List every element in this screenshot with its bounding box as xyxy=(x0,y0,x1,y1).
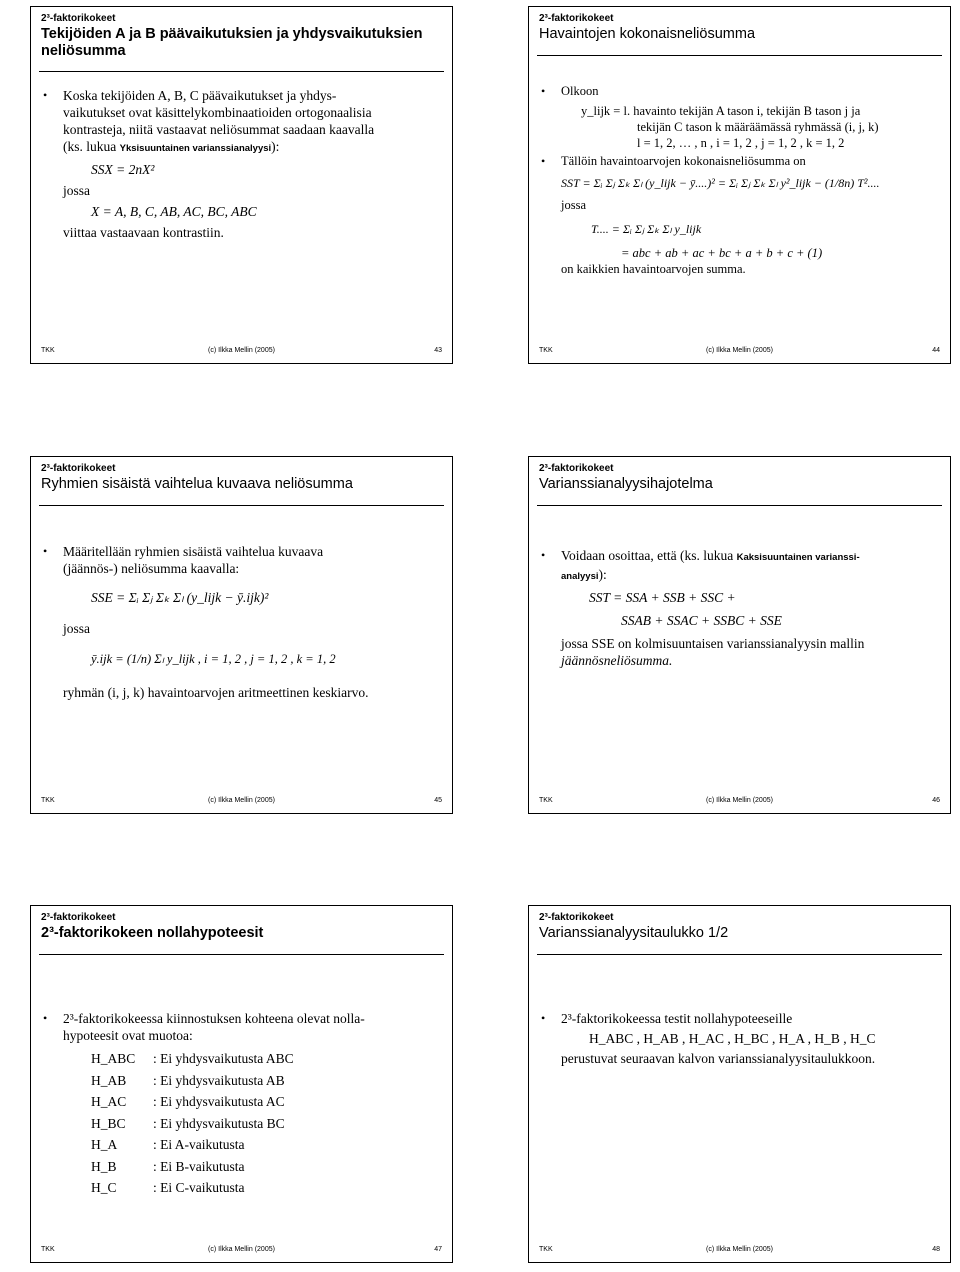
text-line: Määritellään ryhmien sisäistä vaihtelua kuvaava xyxy=(63,544,324,559)
hypothesis-text: : Ei yhdysvaikutusta AC xyxy=(153,1094,285,1109)
course-label: 2³-faktorikokeet xyxy=(539,912,614,923)
page-number: 48 xyxy=(932,1246,940,1253)
bullet-icon: • xyxy=(541,548,546,562)
footer-org: TKK xyxy=(539,347,553,354)
header-divider xyxy=(537,55,942,56)
text-line xyxy=(63,138,442,157)
chapter-ref: Yksisuuntainen varianssianalyysi xyxy=(119,143,272,154)
paragraph xyxy=(43,543,442,701)
slide-footer xyxy=(539,347,940,359)
text-line xyxy=(561,547,940,566)
slide-body xyxy=(43,1010,442,1199)
paragraph xyxy=(43,1010,442,1199)
hypothesis-symbol: H_ABC xyxy=(91,1051,136,1066)
slide-footer xyxy=(539,1246,940,1258)
slide-title: Havaintojen kokonaisneliösumma xyxy=(539,26,756,42)
text-line: jäännösneliösumma. xyxy=(561,653,673,668)
formula-decomposition-2: SSAB + SSAC + SSBC + SSE xyxy=(621,613,782,628)
footer-org: TKK xyxy=(41,1246,55,1253)
paragraph xyxy=(43,87,442,241)
jossa-label: jossa xyxy=(63,183,90,198)
hypothesis-symbol: H_A xyxy=(91,1137,118,1152)
jossa-label: jossa xyxy=(63,621,90,636)
course-label: 2³-faktorikokeet xyxy=(41,13,116,24)
formula-t-expansion: = abc + ab + ac + bc + a + b + c + (1) xyxy=(621,246,823,260)
hypothesis-symbol: H_C xyxy=(91,1180,117,1195)
footer-copyright: (c) Ilkka Mellin (2005) xyxy=(706,1246,773,1253)
course-label: 2³-faktorikokeet xyxy=(539,463,614,474)
slide-header xyxy=(41,463,441,493)
hypothesis-row xyxy=(91,1091,442,1113)
slide-footer xyxy=(41,797,442,809)
formula-group-mean: ȳ.ijk = (1/n) Σₗ y_lijk , i = 1, 2 , j = 1, 2 , k = 1, 2 xyxy=(91,652,336,666)
slide-body xyxy=(541,83,940,277)
course-label: 2³-faktorikokeet xyxy=(539,13,614,24)
hypothesis-row xyxy=(91,1134,442,1156)
footer-copyright: (c) Ilkka Mellin (2005) xyxy=(706,797,773,804)
formula-ssx: SSX = 2nX² xyxy=(91,162,155,177)
footer-copyright: (c) Ilkka Mellin (2005) xyxy=(208,347,275,354)
hypothesis-text: : Ei A-vaikutusta xyxy=(153,1137,245,1152)
text-line xyxy=(561,566,940,585)
hypothesis-text: : Ei yhdysvaikutusta AB xyxy=(153,1072,285,1088)
header-divider xyxy=(537,954,942,955)
slide-header xyxy=(41,912,441,942)
text-fragment: (ks. lukua xyxy=(63,139,117,154)
text-fragment: Voidaan osoittaa, että (ks. lukua xyxy=(561,548,734,563)
header-divider xyxy=(537,505,942,506)
slide-43 xyxy=(30,6,453,364)
page-number: 47 xyxy=(434,1246,442,1253)
text-line: l = 1, 2, … , n , i = 1, 2 , j = 1, 2 , k = 1, 2 xyxy=(637,136,845,150)
hypothesis-row xyxy=(91,1177,442,1199)
text-line: jossa SSE on kolmisuuntaisen varianssianalyysin mallin xyxy=(561,636,865,651)
formula-t: T.... = Σᵢ Σⱼ Σₖ Σₗ y_lijk xyxy=(591,222,702,236)
page-number: 44 xyxy=(932,347,940,354)
header-divider xyxy=(39,505,444,506)
text-line: y_lijk = l. havainto tekijän A tason i, tekijän B tason j ja xyxy=(581,104,861,118)
bullet-row xyxy=(541,153,940,169)
slide-footer xyxy=(539,797,940,809)
text-fragment: ): xyxy=(271,139,280,154)
hypothesis-symbol: H_B xyxy=(91,1158,117,1174)
paragraph xyxy=(541,547,940,669)
text-line: Koska tekijöiden A, B, C päävaikutukset ja yhdys- xyxy=(63,88,337,103)
hypothesis-text: : Ei C-vaikutusta xyxy=(153,1180,245,1195)
text-line: perustuvat seuraavan kalvon varianssianalyysitaulukkoon. xyxy=(561,1051,876,1066)
slide-44 xyxy=(528,6,951,364)
hypothesis-list xyxy=(63,1048,442,1199)
text-fragment: ): xyxy=(598,567,607,582)
text-line: vaikutukset ovat käsittelykombinaatioiden ortogonaalisia xyxy=(63,105,372,120)
hypothesis-text: : Ei yhdysvaikutusta BC xyxy=(153,1115,285,1131)
hypothesis-symbol: H_AB xyxy=(91,1072,127,1088)
hypothesis-row xyxy=(91,1048,442,1070)
slide-header xyxy=(539,463,939,493)
text-line: tekijän C tason k määräämässä ryhmässä (i, j, k) xyxy=(637,120,879,134)
chapter-ref: analyysi xyxy=(561,571,599,582)
text-line: on kaikkien havaintoarvojen summa. xyxy=(561,262,746,276)
slide-header xyxy=(41,13,441,60)
slide-title: Ryhmien sisäistä vaihtelua kuvaava neliösumma xyxy=(41,476,353,492)
text-line: hypoteesit ovat muotoa: xyxy=(63,1028,193,1043)
footer-copyright: (c) Ilkka Mellin (2005) xyxy=(706,347,773,354)
bullet-icon: • xyxy=(43,88,48,102)
page-number: 43 xyxy=(434,347,442,354)
footer-org: TKK xyxy=(539,797,553,804)
course-label: 2³-faktorikokeet xyxy=(41,463,116,474)
slide-header xyxy=(539,912,939,942)
bullet-icon: • xyxy=(541,1011,546,1025)
slide-46 xyxy=(528,456,951,814)
footer-org: TKK xyxy=(539,1246,553,1253)
slide-body xyxy=(43,87,442,241)
text-line: (jäännös-) neliösumma kaavalla: xyxy=(63,561,240,576)
bullet-icon: • xyxy=(541,154,546,168)
slide-47 xyxy=(30,905,453,1263)
footer-copyright: (c) Ilkka Mellin (2005) xyxy=(208,797,275,804)
footer-org: TKK xyxy=(41,797,55,804)
header-divider xyxy=(39,954,444,955)
text-line: 2³-faktorikokeessa kiinnostuksen kohteena olevat nolla- xyxy=(63,1011,365,1026)
page-number: 45 xyxy=(434,797,442,804)
slide-title: Tekijöiden A ja B päävaikutuksien ja yhdysvaikutuksien neliösumma xyxy=(41,26,423,59)
slide-footer xyxy=(41,347,442,359)
hypothesis-row xyxy=(91,1113,442,1135)
hypothesis-symbol-list: H_ABC , H_AB , H_AC , H_BC , H_A , H_B , H_C xyxy=(589,1031,876,1046)
text-line: ryhmän (i, j, k) havaintoarvojen aritmeettinen keskiarvo. xyxy=(63,685,369,700)
text-line: 2³-faktorikokeessa testit nollahypoteeseille xyxy=(561,1011,793,1026)
text-line: viittaa vastaavaan kontrastiin. xyxy=(63,225,224,240)
page-number: 46 xyxy=(932,797,940,804)
slide-body xyxy=(43,543,442,701)
slide-body xyxy=(541,547,940,669)
slide-body xyxy=(541,1010,940,1067)
formula-x: X = A, B, C, AB, AC, BC, ABC xyxy=(91,204,257,219)
slide-title: 2³-faktorikokeen nollahypoteesit xyxy=(41,925,264,941)
bullet-icon: • xyxy=(43,544,48,558)
chapter-ref: Kaksisuuntainen varianssi- xyxy=(736,552,860,563)
jossa-label: jossa xyxy=(561,198,586,212)
slide-48 xyxy=(528,905,951,1263)
footer-org: TKK xyxy=(41,347,55,354)
text-line: Olkoon xyxy=(561,84,599,98)
header-divider xyxy=(39,71,444,72)
bullet-icon: • xyxy=(541,84,546,98)
hypothesis-text: : Ei B-vaikutusta xyxy=(153,1158,245,1174)
hypothesis-text: : Ei yhdysvaikutusta ABC xyxy=(153,1051,294,1066)
hypothesis-row xyxy=(91,1156,442,1178)
course-label: 2³-faktorikokeet xyxy=(41,912,116,923)
hypothesis-row xyxy=(91,1070,442,1092)
slide-title: Varianssianalyysihajotelma xyxy=(539,476,713,492)
hypothesis-symbol: H_AC xyxy=(91,1094,127,1109)
slide-45 xyxy=(30,456,453,814)
slide-title: Varianssianalyysitaulukko 1/2 xyxy=(539,925,729,941)
bullet-icon: • xyxy=(43,1011,48,1025)
text-line: kontrasteja, niitä vastaavat neliösummat saadaan kaavalla xyxy=(63,122,375,137)
formula-sse: SSE = Σᵢ Σⱼ Σₖ Σₗ (y_lijk − ȳ.ijk)² xyxy=(91,590,269,605)
formula-sst: SST = Σᵢ Σⱼ Σₖ Σₗ (y_lijk − ȳ....)² = Σᵢ Σⱼ Σₖ Σₗ y²_lijk − (1/8n) T².... xyxy=(561,176,880,190)
hypothesis-symbol: H_BC xyxy=(91,1115,126,1131)
paragraph xyxy=(541,1010,940,1067)
footer-copyright: (c) Ilkka Mellin (2005) xyxy=(208,1246,275,1253)
slide-footer xyxy=(41,1246,442,1258)
slide-header xyxy=(539,13,939,43)
text-line: Tällöin havaintoarvojen kokonaisneliösumma on xyxy=(561,154,806,168)
formula-decomposition-1: SST = SSA + SSB + SSC + xyxy=(589,590,736,605)
